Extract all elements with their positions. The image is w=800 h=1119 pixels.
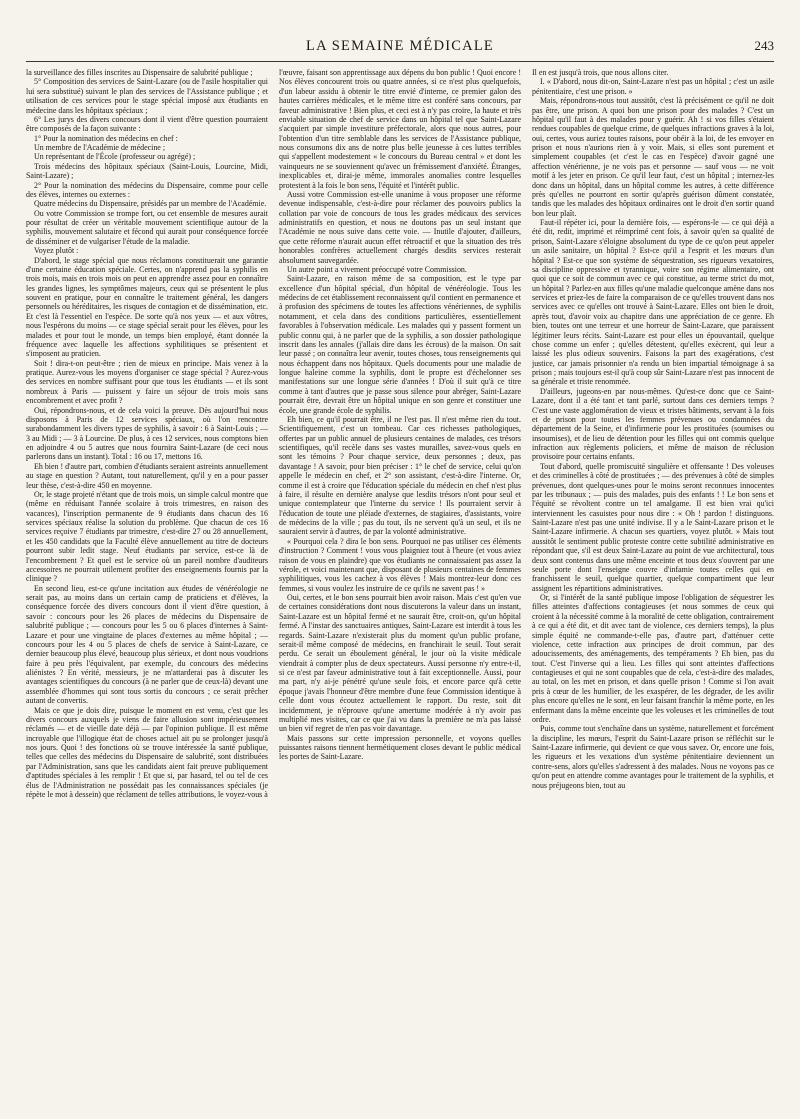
paragraph: Puis, comme tout s'enchaîne dans un système, naturellement et forcément la discipline, les mœurs, l'esprit du Saint-Lazare prison se réfléchit sur le Saint-Lazare infirmerie, qui devient ce que vous savez. Or, encore une fois, les rigueurs et les vexations d'un système pénitentiaire deviennent un contre-sens, alors qu'elles s'adressent à des malades. Nous ne voyons pas ce qu'on peut en attendre comme avantages pour le traitement de la syphilis, et nous préjugeons bien, tout au (532, 724, 774, 790)
paragraph: la surveillance des filles inscrites au Dispensaire de salubrité publique ; (26, 68, 253, 77)
paragraph: Tout d'abord, quelle promiscuité singulière et offensante ! Des voleuses et des criminelles à côté de prostituées ; — des prévenues à côté de simples prévenues, dont quelques-unes pour le moins seront reconnues innocentes par les tribunaux ; — puis des malades, puis des enfants ! ! Le bon sens et l'équité se révoltent contre un tel amalgame. Il est bien vrai qu'ici interviennent les casuistes pour nous dire : « Oh ! pardon ! distinguons. Saint-Lazare n'est pas une unité indivise. Il y a le Saint-Lazare prison et le Saint-Lazare infirmerie. A chacun ses quartiers, voyez plutôt. » Mais tout aussitôt le sentiment public proteste contre cette subtilité administrative en répondant que, s'il est deux Saint-Lazare au point de vue architectural, tous deux sont contenus dans une même enceinte et tous deux s'ouvrent par une seule porte dont l'enseigne couvre d'infamie toutes celles qui en franchissent le seuil, quelque quartier, quelque compartiment que leur assignent les répartitions administratives. (532, 461, 774, 593)
paragraph: l'œuvre, faisant son apprentissage aux dépens du bon public ! Quoi encore ! Nos élèves concourent trois ou quatre années, si ce n'est plus quelquefois, d'un labeur assidu à obtenir le titre envié d'interne, ce premier galon des hautes carrières médicales, et le même titre est conféré sans concours, par faveur administrative ! Bien plus, et ceci est à n'y pas croire, la haute et très enviable situation de chef de service dans un hôpital tel que Saint-Lazare s'acquiert par simple investiture préfectorale, alors que nous autres, pour l'obtention d'un titre semblable dans les services de l'Assistance publique, nous consumons dix ans de notre plus belle jeunesse à ces luttes terribles qui s'appellent modestement « le concours du Bureau central » et dont les vainqueurs ne se souviennent qu'avec un frémissement d'anxiété. Étranges, inexplicables et, dirai-je même, immorales anomalies contre lesquelles protestent à la fois le bon sens, l'équité et l'intérêt public. (279, 68, 521, 190)
paragraph: Aussi votre Commission est-elle unanime à vous proposer une réforme devenue indispensable, c'est-à-dire pour réclamer des pouvoirs publics la collation par voie de concours de tous les grades médicaux des services administratifs en question, et nous ne doutons pas un seul instant que l'Académie ne nous suive dans cette voie. — Inutile d'ajouter, d'ailleurs, que cette réforme n'aurait aucun effet rétroactif et que la situation des très honorables confrères actuellement chargés desdits services resterait absolument sauvegardée. (279, 189, 521, 265)
paragraph: Eh bien, ce qu'il pourrait être, il ne l'est pas. Il n'est même rien du tout. Scientifiquement, c'est un tombeau. Car ces richesses pathologiques, offertes par un public annuel de plusieurs centaines de malades, ces trésors scientifiques, qu'il recèle dans ses vastes murailles, savez-vous quels en sont les témoins ? Pour chaque service, deux personnes ; deux, pas davantage ! A savoir, pour bien préciser : 1° le chef de service, celui qu'on appelle le médecin en chef, et 2° son assistant, c'est-à-dire l'interne. Or, comme il est à croire que l'éducation spéciale du médecin en chef n'est plus à faire, il résulte en dernière analyse que lesdits trésors n'ont pour seul et unique contemplateur que l'interne du service ! Ils pourraient servir à l'éducation de toute une pléiade d'externes, de stagiaires, d'assistants, voire de médecins de la ville ; pas du tout, ils ne servent qu'à un seul, et ils ne sauraient servir à d'autres, de par la volonté administrative. (279, 414, 521, 537)
paragraph: Un représentant de l'École (professeur ou agrégé) ; (34, 152, 196, 162)
paragraph: I. « D'abord, nous dit-on, Saint-Lazare n'est pas un hôpital ; c'est un asile pénitentiaire, c'est une prison. » (532, 77, 774, 96)
paragraph: Voyez plutôt : (34, 246, 79, 256)
paragraph: Mais passons sur cette impression personnelle, et voyons quelles puissantes raisons tiennent hermétiquement closes devant le public médical les portes de Saint-Lazare. (279, 733, 521, 762)
running-head (26, 38, 774, 62)
paragraph: Ou votre Commission se trompe fort, ou cet ensemble de mesures aurait pour résultat de créer un véritable mouvement scientifique autour de la syphilis, mouvement salutaire et fécond qui aurait pour conséquence forcée de disséminer et de vulgariser l'étude de la maladie. (26, 208, 268, 246)
journal-title: LA SEMAINE MÉDICALE (306, 38, 494, 54)
paragraph: D'ailleurs, jugeons-en par nous-mêmes. Qu'est-ce donc que ce Saint-Lazare, dont il a été tant et tant parlé, surtout dans ces derniers temps ? C'est une vaste agglomération de vieux et tristes bâtiments, servant à la fois et de prison pour toutes les femmes prévenues ou condamnées du département de la Seine, et d'infirmerie pour les prostituées (soumises ou insoumises), et de lieu de détention pour les filles qui ont commis quelque infraction aux règlements policiers, et même de maison de réclusion provisoire pour certains enfants. (532, 386, 774, 462)
paragraph: D'abord, le stage spécial que nous réclamons constituerait une garantie d'une certaine éducation spéciale. Certes, on n'apprend pas la syphilis en trois mois, mais en trois mois on peut en apprendre assez pour en connaître les grandes lignes, les symptômes majeurs, ceux qui se présentent le plus souvent en pratique, pour en connaître le traitement général, les dangers personnels ou héréditaires, les risques de contagion et de dissémination, etc. Et c'est là l'essentiel en l'espèce. De sorte qu'à nos yeux — et aux vôtres, nous l'espérons du moins — ce stage spécial serait pour les élèves, pour les malades et pour tout le monde, un temps bien employé, étant donnée la fréquence avec laquelle les affections syphilitiques se présentent et s'imposent au praticien. (26, 255, 268, 359)
paragraph: Oui, répondrons-nous, et de cela voici la preuve. Dès aujourd'hui nous disposons à Paris de 12 services spéciaux, où l'on rencontre surabondamment les divers types de syphilis, à savoir : 6 à Saint-Louis ; — 3 au Midi ; — 3 à Lourcine. De plus, à ces 12 services, nous comptons bien en adjoindre 4 ou 5 autres que nous fournira Saint-Lazare (de ceci nous parlerons dans un instant). Total : 16 ou 17, mettons 16. (26, 405, 268, 462)
paragraph: Un membre de l'Académie de médecine ; (34, 143, 166, 152)
paragraph: Eh bien ! d'autre part, combien d'étudiants seraient astreints annuellement au stage en question ? Autant, tout naturellement, qu'il y en a pour passer leur thèse, c'est-à-dire 450 en moyenne. (26, 461, 268, 490)
paragraph: Or, le stage projeté n'étant que de trois mois, un simple calcul montre que (même en réduisant l'année scolaire à trois trimestres, en raison des vacances), l'inscription permanente de 9 étudiants dans chacun des 16 services spéciaux réalise la solution du problème. Que chacun de ces 16 services reçoive 7 étudiants par trimestre, c'est-dire 27 ou 28 annuellement, et les 450 candidats que la Faculté élève annuellement au titre de docteurs pourront subir ledit stage. Neuf étudiants par service, est-ce là de l'encombrement ? Et quel est le service où un pareil nombre d'auditeurs accessoires ne pourrait utilement profiter des enseignements fournis par la clinique ? (26, 489, 268, 584)
paragraph: Or, si l'intérêt de la santé publique impose l'obligation de séquestrer les filles atteintes d'affections contagieuses (et nous sommes de ceux qui croient à la nécessité comme à la moralité de cette obligation, contrairement à ce qui a été dit, et dit avec tant de violence, ces derniers temps), la plus simple équité ne commande-t-elle pas, d'autre part, d'atténuer cette violence, cette infraction aux principes de droit commun, par des adoucissements, des aménagements, des tempéraments ? Eh bien, pas du tout. C'est l'inverse qui a lieu. Les filles qui sont atteintes d'affections contagieuses et qui ne sont coupables que de cela, c'est-à-dire des malades, au total, on les met en prison, et dans quelle prison ! Comme si l'on avait pris à cœur de les humilier, de les exaspérer, de les dégrader, de les avilir plus encore qu'elles ne le sont, en leur faisant franchir la même porte, en les enfermant dans la même enceinte que les voleuses et les criminelles de tout ordre. (532, 593, 774, 724)
paragraph: Quatre médecins du Dispensaire, présidés par un membre de l'Académie. (34, 199, 267, 209)
paragraph: Trois médecins des hôpitaux spéciaux (Saint-Louis, Lourcine, Midi, Saint-Lazare) ; (26, 161, 268, 181)
page-number: 243 (754, 38, 774, 53)
paragraph: Soit ! dira-t-on peut-être ; rien de mieux en principe. Mais venez à la pratique. Aurez-vous les moyens d'organiser ce stage spécial ? Aurez-vous des services en nombre suffisant pour que tous les étudiants — et ils sont nombreux à Paris — puissent y faire un séjour de trois mois sans encombrement et avec profit ? (26, 358, 268, 406)
paragraph: 2° Pour la nomination des médecins du Dispensaire, comme pour celle des élèves, internes ou externes : (26, 180, 268, 199)
paragraph: Un autre point a vivement préoccupé votre Commission. (287, 264, 467, 274)
paragraph: « Pourquoi cela ? dira le bon sens. Pourquoi ne pas utiliser ces éléments d'instruction ? Comment ! vous vous plaigniez tout à l'heure (et vous aviez raison de vous en plaindre) que vos étudiants ne connaissaient pas assez la vérole, et voici maintenant que, disposant de plusieurs centaines de femmes syphilitiques, vous les cachez à vos élèves ! Mais montrez-leur donc ces femmes, si vous voulez les instruire de ce qu'ils ne savent pas ! » (279, 536, 521, 593)
paragraph: Mais, répondrons-nous tout aussitôt, c'est là précisément ce qu'il ne doit pas être, une prison. A quoi bon une prison pour des malades ? C'est un hôpital qu'il faut à des malades pour y guérir. Ah ! si vos filles s'étaient rendues coupables de quelque crime, de quelques infractions graves à la loi, oui, certes, vous auriez toutes raisons, pour obéir à la loi, de les envoyer en prison et nous n'aurions rien à y voir. Mais, si elles sont purement et simplement coupables (et c'est le cas en l'espèce) d'avoir gagné une affection vénérienne, je ne vois pas et personne — sauf vous — ne voit motif à les jeter en prison. Ce qu'il leur faut, c'est un hôpital ; internez-les donc dans un hôpital, dans un hôpital comme les autres, à cette différence près qu'elles ne pourront en sortir qu'après guérison dûment constatée, tandis que les malades des hôpitaux ordinaires ont le droit d'en sortir quand bon leur plaît. (532, 96, 774, 218)
paragraph: 5° Composition des services de Saint-Lazare (ou de l'asile hospitalier qui lui sera substitué) suivant le plan des services de l'Assistance publique ; et utilisation de ces services pour le stage spécial imposé aux étudiants en médecine dans les hôpitaux spéciaux ; (26, 77, 268, 115)
paragraph: 6° Les jurys des divers concours dont il vient d'être question pourraient être composés de la façon suivante : (26, 114, 268, 134)
text-column-middle (279, 68, 521, 1113)
paragraph: Faut-il répéter ici, pour la dernière fois, — espérons-le — ce qui déjà a été dit, redit, imprimé et réimprimé cent fois, à savoir qu'en sa qualité de prison, Saint-Lazare s'éloigne absolument du type de ce qu'on peut appeler un asile sanitaire, un hôpital ? Est-ce qu'il a l'esprit et les mœurs d'un hôpital ? Est-ce que son système de séquestration, ses rigueurs vexatoires, sa discipline oppressive et tyrannique, voire son régime alimentaire, ont quoi que ce soit de commun avec ce qui constitue, au terme strict du mot, un hôpital ? Parlez-en aux filles qu'une maladie quelconque amène dans nos services et priez-les de faire la comparaison de ce qu'elles trouvent dans nos services avec ce qu'elles ont trouvé à Saint-Lazare. Elles ont bien le droit, après tout, d'avoir voix au chapitre dans une appréciation de ce genre. Eh bien, toutes ont une terreur et une horreur de Saint-Lazare, que paraissent légitimer leurs récits. Saint-Lazare est pour elles un épouvantail, quelque chose comme un enfer ; qu'elles détestent, qu'elles exècrent, qui leur a laissé les plus odieux souvenirs. Faisons la part des exagérations, c'est justice, car jamais prisonnier n'a rendu un bien impartial témoignage à sa prison ; mais toujours est-il qu'à coup sûr Saint-Lazare n'est pas innocent de sa générale et triste renommée. (532, 218, 774, 387)
text-columns (26, 68, 774, 1113)
paragraph: Saint-Lazare, en raison même de sa composition, est le type par excellence d'un hôpital spécial, d'un hôpital de vénéréologie. Tous les médecins de cet établissement reconnaissent qu'il contient en permanence et à profusion des spécimens de toutes les affections vénériennes, de syphilis notamment, et cela dans des conditions particulières, essentiellement favorables à l'observation médicale. Les malades qui y passent forment un public connu qui, à ne parler que de la syphilis, a son dossier pathologique inscrit dans les annales (j'allais dire dans les écrous) de la maison. On sait leur passé ; on connaîtra leur avenir, toutes choses, tous renseignements qui nous échappent dans nos hôpitaux. Quels documents pour une maladie de longue haleine comme la syphilis, dont le propre est d'échelonner ses manifestations sur une longue série d'années ! D'où il suit qu'à ce titre comme à tant d'autres que je passe sous silence pour abréger, Saint-Lazare pourrait être, devrait être un hôpital unique en son genre et constituer une école, une grande école de syphilis. (279, 274, 521, 415)
paragraph: En second lieu, est-ce qu'une incitation aux études de vénéréologie ne serait pas, au moins dans un certain camp de praticiens et d'élèves, la conséquence forcée des divers concours dont il vient d'être question, à savoir : concours pour les 26 places de médecins du Dispensaire de salubrité publique ; — concours pour les 5 ou 6 places d'internes à Saint-Lazare et pour une vingtaine de places d'externes au même hôpital ; — concours pour les 4 ou 5 places de chefs de service à Saint-Lazare, ce dernier beaucoup plus élevé, beaucoup plus sérieux, et dont nous voudrions faire à peu près l'équivalent, par exemple, du concours des médecins aliénistes ? En vérité, messieurs, je ne m'attarderai pas à discuter les avantages scientifiques du concours (à ne parler que de ceux-là) devant une assemblée d'hommes qui sont tous sortis du concours ; ce serait prêcher autant de convertis. (26, 583, 268, 706)
text-column-left (26, 68, 268, 1113)
paragraph: Il en est jusqu'à trois, que nous allons citer. (532, 68, 669, 77)
text-column-right (532, 68, 774, 1113)
paragraph: 1° Pour la nomination des médecins en chef : (34, 133, 178, 143)
paragraph: Mais ce que je dois dire, puisque le moment en est venu, c'est que les divers concours auxquels je viens de faire allusion sont impérieusement réclamés — et de vieille date déjà — par l'opinion publique. Il est même incroyable que l'illogique état de choses actuel ait pu se prolonger jusqu'à nos jours. Quoi ! des fonctions où se trouve intéressée la santé publique, telles que celles des médecins du Dispensaire de salubrité, sont distribuées par l'Administration, sans que les candidats aient fait preuve publiquement d'aptitudes spéciales à les remplir ! Et que si, par hasard, tel ou tel de ces élus de l'Administration ne possédait pas les connaissances spéciales (je répète le mot à dessein) que réclament de telles attributions, le voyez-vous à (26, 705, 268, 799)
paragraph: Oui, certes, et le bon sens pourrait bien avoir raison. Mais c'est qu'en vue de certaines considérations dont nous discuterons la valeur dans un instant, Saint-Lazare est un hôpital fermé et ne saurait être, croit-on, qu'un hôpital fermé. A l'instar des sanctuaires antiques, Saint-Lazare est interdit à tous les regards. Saint-Lazare n'existerait plus du moment qu'un public profane, serait-il même composé de médecins, en franchirait le seuil. Tout serait perdu. Ce serait un éboulement général, le jour où la visite médicale viendrait à compter plus de deux spectateurs. Aussi personne n'y entre-t-il, si ce n'est par faveur administrative tout à fait exceptionnelle. Aussi, pour ma part, n'y ai-je pénétré qu'une seule fois, et encore parce qu'à cette époque j'avais l'honneur d'être membre d'une feue Commission identique à celle dont vous écoutez actuellement le rapport. Du reste, soit dit incidemment, je n'éprouve qu'une amertume modérée à n'y avoir pas multiplié mes visites, car ce que j'ai vu dans la première ne m'a pas laissé un bien vif regret de n'en pas voir davantage. (279, 593, 521, 734)
